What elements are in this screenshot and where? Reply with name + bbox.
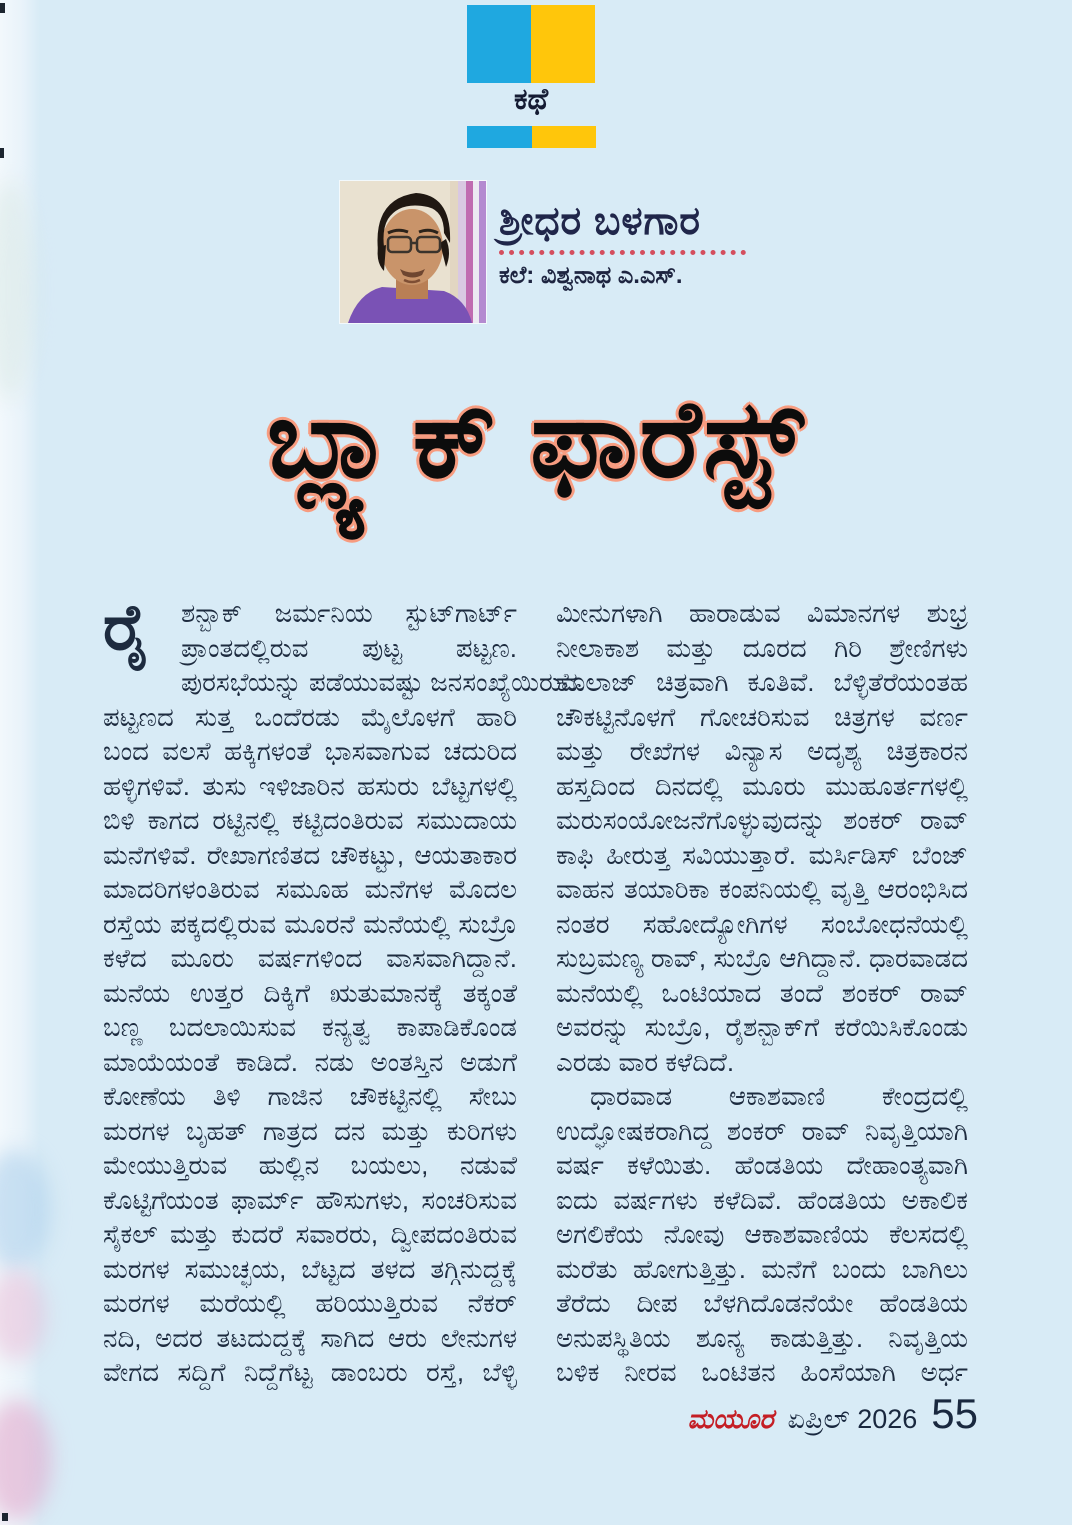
scan-artifact	[2, 1513, 8, 1521]
ornament-yellow-block	[531, 5, 595, 83]
story-title: ಬ್ಲ್ಯಾಕ್ ಫಾರೆಸ್ಟ್	[266, 378, 806, 499]
body-line: ಐದು ವರ್ಷಗಳು ಕಳೆದಿವೆ. ಹೆಂಡತಿಯ ಅಕಾಲಿಕ	[556, 1184, 968, 1215]
body-line: ಅವರನ್ನು ಸುಬ್ರೊ, ರೈಶನ್ಬಾಕ್‌ಗೆ ಕರೆಯಿಸಿಕೊಂಡು	[556, 1012, 968, 1042]
body-line: ಕಳೆದ ಮೂರು ವರ್ಷಗಳಿಂದ ವಾಸವಾಗಿದ್ದಾನೆ.	[103, 943, 517, 973]
body-column-1	[103, 591, 578, 1390]
page-edge-texture	[0, 0, 40, 1525]
ornament-cyan-block	[467, 126, 532, 148]
body-line: ಮರಗಳ ಸಮುಚ್ಛಯ, ಬೆಟ್ಟದ ತಳದ ತಗ್ಗಿನುದ್ದಕ್ಕೆ	[103, 1253, 517, 1284]
body-line: ಪಟ್ಟಣದ ಸುತ್ತ ಒಂದೆರಡು ಮೈಲೊಳಗೆ ಹಾರಿ	[103, 701, 517, 732]
kicker-ornament-bar	[467, 126, 596, 148]
author-photo	[340, 181, 486, 323]
dotted-divider	[499, 250, 746, 255]
author-name: ಶ್ರೀಧರ ಬಳಗಾರ	[499, 200, 702, 243]
body-line: ನೀಲಾಕಾಶ ಮತ್ತು ದೂರದ ಗಿರಿ ಶ್ರೇಣಿಗಳು	[556, 632, 968, 663]
body-line: ಬಳಿಕ ನೀರವ ಒಂಟಿತನ ಹಿಂಸೆಯಾಗಿ ಅರ್ಧ	[556, 1357, 968, 1387]
body-line: ಕೋಣೆಯ ತಿಳಿ ಗಾಜಿನ ಚೌಕಟ್ಟಿನಲ್ಲಿ ಸೇಬು	[103, 1081, 517, 1111]
body-line: ಮರಗಳ ಬೃಹತ್ ಗಾತ್ರದ ದನ ಮತ್ತು ಕುರಿಗಳು	[103, 1115, 517, 1146]
scan-artifact	[0, 148, 4, 158]
body-line: ಉದ್ಘೋಷಕರಾಗಿದ್ದ ಶಂಕರ್ ರಾವ್ ನಿವೃತ್ತಿಯಾಗಿ	[556, 1115, 968, 1146]
body-line: ರಸ್ತೆಯ ಪಕ್ಕದಲ್ಲಿರುವ ಮೂರನೆ ಮನೆಯಲ್ಲಿ ಸುಬ್ರೊ	[103, 908, 517, 939]
edge-texture-blob	[0, 1270, 46, 1360]
body-line: ಕೊಟ್ಟಿಗೆಯಂತ ಫಾರ್ಮ್ ಹೌಸುಗಳು, ಸಂಚರಿಸುವ	[103, 1184, 517, 1215]
body-line: ಅಗಲಿಕೆಯ ನೋವು ಆಕಾಶವಾಣಿಯ ಕೆಲಸದಲ್ಲಿ	[556, 1219, 968, 1249]
magazine-name: ಮಯೂರ	[687, 1404, 774, 1434]
page-footer	[687, 1390, 978, 1438]
body-line: ನಂತರ ಸಹೋದ್ಯೋಗಿಗಳ ಸಂಬೋಧನೆಯಲ್ಲಿ	[556, 908, 968, 939]
body-line: ಪ್ರಾಂತದಲ್ಲಿರುವ ಪುಟ್ಟ ಪಟ್ಟಣ.	[181, 632, 517, 663]
body-line: ಮಾದರಿಗಳಂತಿರುವ ಸಮೂಹ ಮನೆಗಳ ಮೊದಲ	[103, 874, 517, 904]
kicker-ornament-top	[467, 5, 595, 83]
body-line: ಸುಬ್ರಮಣ್ಯ ರಾವ್, ಸುಬ್ರೊ ಆಗಿದ್ದಾನೆ. ಧಾರವಾಡದ	[556, 943, 968, 973]
body-line: ಮರುಸಂಯೋಜನೆಗೊಳ್ಳುವುದನ್ನು ಶಂಕರ್ ರಾವ್	[556, 805, 968, 835]
body-line: ಮರೆತು ಹೋಗುತ್ತಿತ್ತು. ಮನೆಗೆ ಬಂದು ಬಾಗಿಲು	[556, 1253, 968, 1284]
body-line: ಮನೆಯಲ್ಲಿ ಒಂಟಿಯಾದ ತಂದೆ ಶಂಕರ್ ರಾವ್	[556, 977, 968, 1008]
body-line: ಮನೆಯ ಉತ್ತರ ದಿಕ್ಕಿಗೆ ಋತುಮಾನಕ್ಕೆ ತಕ್ಕಂತೆ	[103, 977, 517, 1008]
body-line: ವೇಗದ ಸದ್ದಿಗೆ ನಿದ್ದೆಗೆಟ್ಟ ಡಾಂಬರು ರಸ್ತೆ, ಬೆಳ್ಳಿ	[103, 1357, 517, 1387]
page-number: 55	[931, 1390, 978, 1437]
body-line: ಮೀನುಗಳಾಗಿ ಹಾರಾಡುವ ವಿಮಾನಗಳ ಶುಭ್ರ	[556, 598, 968, 628]
body-line: ಬಿಳಿ ಕಾಗದ ರಟ್ಟಿನಲ್ಲಿ ಕಟ್ಟಿದಂತಿರುವ ಸಮುದಾಯ	[103, 805, 517, 835]
body-line: ಕಾಫಿ ಹೀರುತ್ತ ಸವಿಯುತ್ತಾರೆ. ಮರ್ಸಿಡಿಸ್ ಬೆಂಜ್	[556, 839, 968, 870]
body-line: ಮತ್ತು ರೇಖೆಗಳ ವಿನ್ಯಾಸ ಅದೃಶ್ಯ ಚಿತ್ರಕಾರನ	[556, 736, 968, 766]
drop-cap: ರೈ	[103, 591, 151, 663]
ornament-yellow-block	[532, 126, 597, 148]
body-line: ಹಸ್ತದಿಂದ ದಿನದಲ್ಲಿ ಮೂರು ಮುಹೂರ್ತಗಳಲ್ಲಿ	[556, 770, 968, 801]
body-line: ವರ್ಷ ಕಳೆಯಿತು. ಹೆಂಡತಿಯ ದೇಹಾಂತ್ಯವಾಗಿ	[556, 1150, 968, 1180]
body-line: ಹಳ್ಳಿಗಳಿವೆ. ತುಸು ಇಳಿಜಾರಿನ ಹಸುರು ಬೆಟ್ಟಗಳಲ್ಲಿ	[103, 770, 517, 801]
body-line: ಬಣ್ಣ ಬದಲಾಯಿಸುವ ಕನ್ಯತ್ವ ಕಾಪಾಡಿಕೊಂಡ	[103, 1012, 517, 1042]
body-line: ಅನುಪಸ್ಥಿತಿಯ ಶೂನ್ಯ ಕಾಡುತ್ತಿತ್ತು. ನಿವೃತ್ತಿಯ	[556, 1322, 968, 1353]
body-line: ಮರಗಳ ಮರೆಯಲ್ಲಿ ಹರಿಯುತ್ತಿರುವ ನೆಕರ್	[103, 1288, 517, 1318]
edge-texture-blob	[0, 1150, 50, 1270]
body-line: ಮೇಯುತ್ತಿರುವ ಹುಲ್ಲಿನ ಬಯಲು, ನಡುವೆ	[103, 1150, 517, 1180]
body-line: ವಾಹನ ತಯಾರಿಕಾ ಕಂಪನಿಯಲ್ಲಿ ವೃತ್ತಿ ಆರಂಭಿಸಿದ	[556, 874, 968, 904]
body-line: ಪುರಸಭೆಯನ್ನು ಪಡೆಯುವಷ್ಟು ಜನಸಂಖ್ಯೆಯಿರುವ	[181, 667, 578, 697]
body-line: ನದಿ, ಅದರ ತಟದುದ್ದಕ್ಕೆ ಸಾಗಿದ ಆರು ಲೇನುಗಳ	[103, 1322, 517, 1353]
body-line: ಸೈಕಲ್ ಮತ್ತು ಕುದರೆ ಸವಾರರು, ದ್ವೀಪದಂತಿರುವ	[103, 1219, 517, 1249]
edge-texture-blob	[0, 180, 34, 400]
body-line: ಎರಡು ವಾರ ಕಳೆದಿದೆ.	[556, 1046, 735, 1077]
body-line: ಶನ್ಬಾಕ್ ಜರ್ಮನಿಯ ಸ್ಟುಟ್‌ಗಾರ್ಟ್	[181, 598, 517, 628]
body-line: ತೆರೆದು ದೀಪ ಬೆಳಗಿದೊಡನೆಯೇ ಹೆಂಡತಿಯ	[556, 1288, 968, 1318]
body-line: ಧಾರವಾಡ ಆಕಾಶವಾಣಿ ಕೇಂದ್ರದಲ್ಲಿ	[590, 1081, 968, 1111]
artist-credit: ಕಲೆ: ವಿಶ್ವನಾಥ ಎ.ಎಸ್.	[499, 262, 683, 289]
body-column-2	[556, 596, 968, 1390]
ornament-cyan-block	[467, 5, 531, 83]
body-line: ಮನೆಗಳಿವೆ. ರೇಖಾಗಣಿತದ ಚೌಕಟ್ಟು, ಆಯತಾಕಾರ	[103, 839, 517, 870]
issue-date: ಏಪ್ರಿಲ್ 2026	[787, 1404, 918, 1434]
section-label: ಕಥೆ	[513, 83, 549, 116]
body-line: ಕೊಲಾಜ್ ಚಿತ್ರವಾಗಿ ಕೂತಿವೆ. ಬೆಳ್ಳಿತೆರೆಯಂತಹ	[556, 667, 968, 697]
body-line: ಮಾಯೆಯಂತೆ ಕಾಡಿದೆ. ನಡು ಅಂತಸ್ತಿನ ಅಡುಗೆ	[103, 1046, 517, 1077]
scan-artifact	[0, 3, 5, 13]
body-line: ಬಂದ ವಲಸೆ ಹಕ್ಕಿಗಳಂತೆ ಭಾಸವಾಗುವ ಚದುರಿದ	[103, 736, 517, 766]
edge-texture-blob	[0, 1400, 52, 1520]
body-line: ಚೌಕಟ್ಟಿನೊಳಗೆ ಗೋಚರಿಸುವ ಚಿತ್ರಗಳ ವರ್ಣ	[556, 701, 968, 732]
